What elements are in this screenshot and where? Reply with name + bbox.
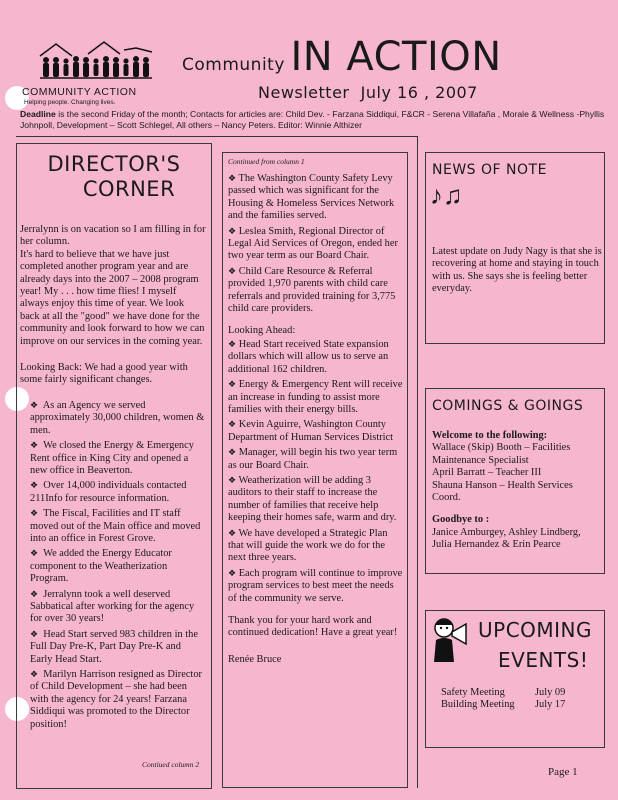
masthead-title-small: Community bbox=[182, 55, 285, 75]
directors-corner-heading bbox=[16, 152, 212, 202]
results-list bbox=[228, 172, 404, 315]
intro-paragraph-2: It's hard to believe that we have just completed another program year and are already days into the 2007 – 2008 program year! My . . . how time flies! I myself always enjoy this time of year. We look back at all the "good" we have done for the community and look forward to how we can improve on our services in the coming year. bbox=[20, 248, 205, 347]
diamond-bullet-icon: ❖ bbox=[30, 588, 39, 599]
logo-name: COMMUNITY ACTION bbox=[22, 86, 137, 98]
diamond-bullet-icon: ❖ bbox=[228, 447, 237, 458]
diamond-bullet-icon: ❖ bbox=[228, 173, 237, 183]
page-number: Page 1 bbox=[548, 766, 578, 778]
diamond-bullet-icon: ❖ bbox=[228, 379, 237, 390]
list-item: ❖ Each program will continue to improve program services to best meet the needs of the community we serve. bbox=[228, 567, 403, 604]
looking-ahead-list bbox=[228, 338, 404, 605]
list-item: ❖ Over 14,000 individuals contacted 211Info for resource information. bbox=[30, 480, 187, 504]
continued-note: Contiued column 2 bbox=[142, 760, 200, 769]
diamond-bullet-icon: ❖ bbox=[228, 419, 237, 430]
logo bbox=[22, 38, 162, 112]
event-name: Building Meeting bbox=[441, 699, 515, 711]
masthead-title-big: IN ACTION bbox=[290, 34, 502, 80]
diamond-bullet-icon: ❖ bbox=[228, 527, 237, 538]
list-item: ❖ As an Agency we served approximately 30,000 children, women & men. bbox=[30, 399, 205, 436]
event-row bbox=[441, 699, 601, 711]
news-of-note-body: Latest update on Judy Nagy is that she is recovering at home and staying in touch with us. She says she is feeling better everyday. bbox=[432, 246, 602, 295]
diamond-bullet-icon: ❖ bbox=[228, 338, 237, 349]
events-heading: EVENTS! bbox=[498, 648, 589, 672]
list-item: April Barratt – Teacher III bbox=[432, 467, 542, 479]
list-item: ❖ Jerralynn took a well deserved Sabbatical after working for the agency for over 30 years! bbox=[30, 588, 195, 625]
list-item: ❖ Child Care Resource & Referral provided 1,970 parents with child care referrals and provided training for 3,775 child care providers. bbox=[228, 265, 396, 315]
list-item: ❖ Energy & Emergency Rent will receive an increase in funding to assist more families with their energy bills. bbox=[228, 379, 403, 415]
upcoming-heading: UPCOMING bbox=[478, 618, 593, 642]
diamond-bullet-icon: ❖ bbox=[30, 399, 39, 410]
looking-back: Looking Back: We had a good year with some fairly significant changes. bbox=[20, 362, 188, 386]
list-item: ❖ We added the Energy Educator component to the Weatherization Program. bbox=[30, 548, 172, 585]
heading-line-2: CORNER bbox=[82, 177, 176, 201]
list-item: ❖ Kevin Aguirre, Washington County Department of Human Services District bbox=[228, 419, 394, 443]
comings-goings-body bbox=[432, 430, 602, 552]
continued-from: Continued from column 1 bbox=[228, 157, 305, 166]
event-date: July 17 bbox=[535, 699, 566, 711]
signature: Renée Bruce bbox=[228, 653, 282, 665]
list-item: ❖ We closed the Energy & Emergency Rent office in King City and opened a new office in Beaverton. bbox=[30, 440, 194, 476]
diamond-bullet-icon: ❖ bbox=[228, 474, 237, 485]
list-item: ❖ The Washington County Safety Levy passed which was significant for the Housing & Homeless Services Network and the families served. bbox=[228, 173, 395, 222]
list-item: ❖ Marilyn Harrison resigned as Director of Child Development – she had been with the agency for 24 years! Farzana Siddiqui was promoted to the Director position! bbox=[30, 669, 202, 730]
diamond-bullet-icon: ❖ bbox=[228, 265, 237, 276]
diamond-bullet-icon: ❖ bbox=[30, 548, 39, 559]
column-divider bbox=[417, 136, 418, 788]
looking-back-list bbox=[20, 399, 206, 731]
event-date: July 09 bbox=[535, 687, 566, 698]
diamond-bullet-icon: ❖ bbox=[30, 508, 39, 519]
people-group-icon bbox=[36, 38, 156, 84]
events-list bbox=[441, 687, 601, 712]
event-name: Safety Meeting bbox=[441, 687, 505, 698]
intro-paragraph-1: Jerralynn is on vacation so I am filling in for her column. bbox=[20, 224, 206, 248]
thank-you: Thank you for your hard work and continued dedication! Have a great year! bbox=[228, 615, 398, 639]
column-two-body bbox=[228, 172, 404, 666]
list-item: ❖ Head Start served 983 children in the Full Day Pre-K, Part Day Pre-K and Early Head Start. bbox=[30, 628, 198, 665]
list-item: ❖ Leslea Smith, Regional Director of Legal Aid Services of Oregon, ended her two year term as our Board Chair. bbox=[228, 225, 398, 262]
list-item: ❖ Head Start received State expansion dollars which will allow us to serve an additional 162 children. bbox=[228, 338, 389, 375]
list-item: Wallace (Skip) Booth – Facilities Maintenance Specialist bbox=[432, 442, 571, 466]
deadline-text: is the second Friday of the month; Contacts for articles are: Child Dev. - Farzana Siddiqui, F&CR - Serena Villafaña , Morale & Wellness -Phyllis Johnpoll, Development – Scott Schlegel, All others – Nancy Peters. Editor: Winnie Althizer bbox=[20, 109, 605, 130]
diamond-bullet-icon: ❖ bbox=[228, 567, 237, 578]
diamond-bullet-icon: ❖ bbox=[30, 440, 39, 451]
list-item: ❖ Weatherization will be adding 3 auditors to their staff to increase the number of families that receive help keeping their homes safe, warm and dry. bbox=[228, 474, 397, 524]
goodbye-list: Janice Amburgey, Ashley Lindberg, Julia Hernandez & Erin Pearce bbox=[432, 526, 581, 551]
newsletter-date: Newsletter July 16 , 2007 bbox=[258, 83, 478, 102]
deadline-label: Deadline bbox=[20, 109, 56, 119]
diamond-bullet-icon: ❖ bbox=[30, 480, 39, 491]
news-of-note-heading: NEWS OF NOTE bbox=[432, 162, 547, 178]
goodbye-label: Goodbye to : bbox=[432, 514, 490, 526]
welcome-label: Welcome to the following: bbox=[432, 430, 548, 441]
list-item: ❖ Manager, will begin his two year term as our Board Chair. bbox=[228, 447, 398, 471]
event-row bbox=[441, 687, 601, 699]
list-item: ❖ The Fiscal, Facilities and IT staff moved out of the Main office and moved into an office in Forest Grove. bbox=[30, 508, 201, 544]
directors-corner-body bbox=[20, 224, 206, 733]
looking-ahead-label: Looking Ahead: bbox=[228, 325, 296, 337]
header-divider bbox=[16, 136, 418, 137]
diamond-bullet-icon: ❖ bbox=[228, 225, 237, 236]
diamond-bullet-icon: ❖ bbox=[30, 628, 39, 639]
list-item: Shauna Hanson – Health Services Coord. bbox=[432, 479, 573, 504]
heading-line-1: DIRECTOR'S bbox=[47, 152, 181, 176]
megaphone-person-icon bbox=[430, 614, 470, 666]
music-notes-icon: ♪♫ bbox=[430, 181, 463, 210]
diamond-bullet-icon: ❖ bbox=[30, 669, 39, 679]
logo-tagline: Helping people. Changing lives. bbox=[24, 99, 116, 106]
list-item: ❖ We have developed a Strategic Plan that will guide the work we do for the next three years. bbox=[228, 527, 388, 564]
deadline-contacts bbox=[20, 109, 605, 131]
masthead-title bbox=[182, 34, 502, 80]
comings-goings-heading: COMINGS & GOINGS bbox=[432, 398, 584, 414]
